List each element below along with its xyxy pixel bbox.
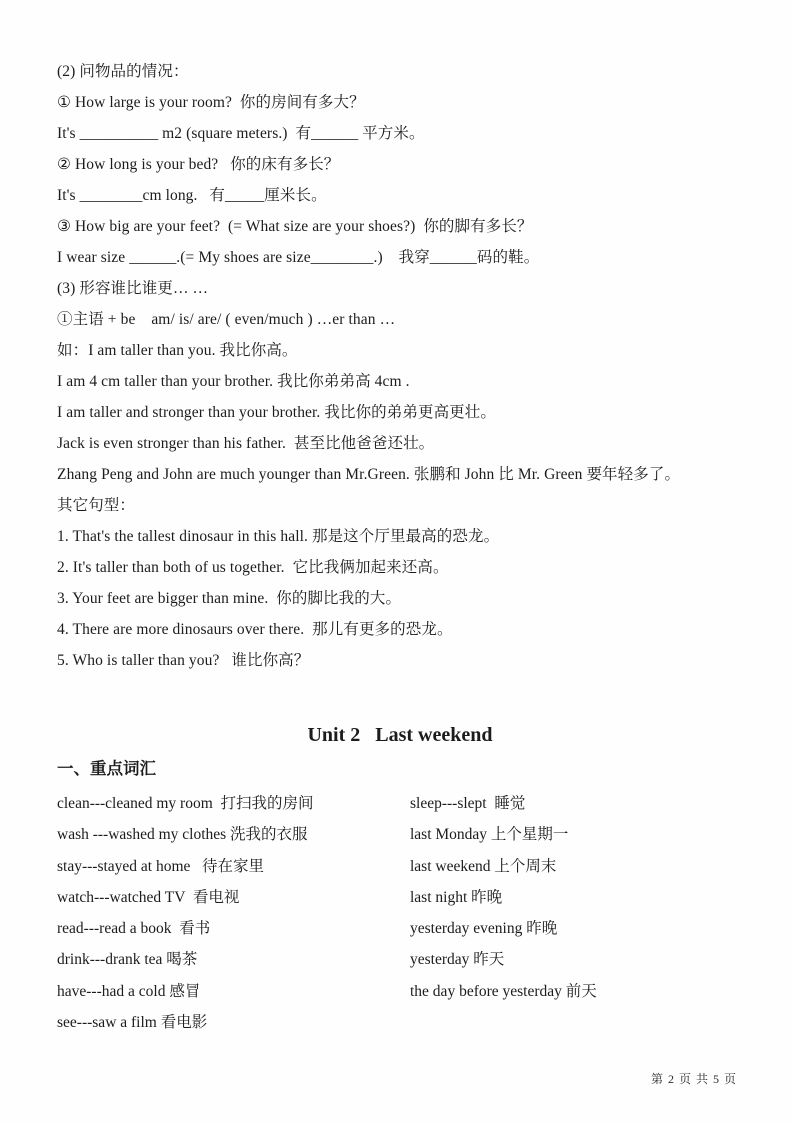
vocabulary-list [57, 788, 743, 1038]
text-line: Jack is even stronger than his father. 甚至比他爸爸还壮。 [57, 435, 435, 452]
text-line: 2. It's taller than both of us together. 它比我俩加起来还高。 [57, 559, 449, 576]
vocab-item: read---read a book 看书 [57, 920, 211, 938]
text-line: I wear size ______.(= My shoes are size________.) 我穿______码的鞋。 [57, 249, 540, 266]
vocab-row [57, 1007, 743, 1038]
unit-title: Unit 2 Last weekend [307, 724, 493, 746]
vocab-row [57, 788, 743, 819]
vocab-row [57, 913, 743, 944]
vocab-row [57, 851, 743, 882]
vocab-item: the day before yesterday 前天 [410, 982, 597, 1000]
text-line: Zhang Peng and John are much younger than Mr.Green. 张鹏和 John 比 Mr. Green 要年轻多了。 [57, 466, 681, 483]
text-line: ① How large is your room? 你的房间有多大？ [57, 94, 365, 111]
text-line: ①主语 + be am/ is/ are/ ( even/much ) …er than … [57, 311, 396, 328]
vocab-row [57, 976, 743, 1007]
text-line: 如：I am taller than you. 我比你高。 [57, 342, 298, 359]
text-line: 3. Your feet are bigger than mine. 你的脚比我的大。 [57, 590, 402, 607]
vocab-row [57, 882, 743, 913]
vocab-item: drink---drank tea 喝茶 [57, 951, 198, 969]
vocab-item: clean---cleaned my room 打扫我的房间 [57, 795, 314, 812]
page-number-indicator: 第 2 页 共 5 页 [650, 1072, 737, 1086]
vocab-item: yesterday 昨天 [410, 951, 505, 969]
vocab-item: last weekend 上个周末 [410, 857, 557, 875]
vocab-item: last night 昨晚 [410, 888, 503, 906]
text-line: I am 4 cm taller than your brother. 我比你弟弟高 4cm . [57, 373, 410, 390]
text-line: ② How long is your bed? 你的床有多长？ [57, 156, 340, 173]
text-line: (3) 形容谁比谁更… … [57, 280, 209, 297]
vocab-item: yesterday evening 昨晚 [410, 920, 558, 938]
text-line: 4. There are more dinosaurs over there. 那儿有更多的恐龙。 [57, 621, 453, 638]
text-line: (2) 问物品的情况： [57, 63, 189, 80]
text-line: It's ________cm long. 有_____厘米长。 [57, 187, 327, 204]
vocab-item: have---had a cold 感冒 [57, 982, 201, 1000]
vocab-row [57, 819, 743, 850]
text-line: 5. Who is taller than you? 谁比你高？ [57, 652, 310, 669]
vocab-item [410, 1007, 743, 1038]
text-line: 1. That's the tallest dinosaur in this hall. 那是这个厅里最高的恐龙。 [57, 528, 500, 545]
text-line: It's __________ m2 (square meters.) 有______ 平方米。 [57, 125, 425, 142]
section-heading-key-vocabulary: 一、重点词汇 [57, 760, 156, 778]
text-line: 其它句型： [57, 497, 136, 514]
vocab-item: watch---watched TV 看电视 [57, 888, 240, 906]
vocab-item: see---saw a film 看电影 [57, 1014, 208, 1032]
text-line: ③ How big are your feet? (= What size are your shoes?) 你的脚有多长？ [57, 218, 533, 235]
text-line: I am taller and stronger than your brother. 我比你的弟弟更高更壮。 [57, 404, 496, 421]
vocab-row [57, 944, 743, 975]
vocab-item: stay---stayed at home 待在家里 [57, 857, 265, 875]
vocab-item: wash ---washed my clothes 洗我的衣服 [57, 826, 308, 844]
vocab-item: sleep---slept 睡觉 [410, 795, 526, 812]
vocab-item: last Monday 上个星期一 [410, 826, 569, 844]
